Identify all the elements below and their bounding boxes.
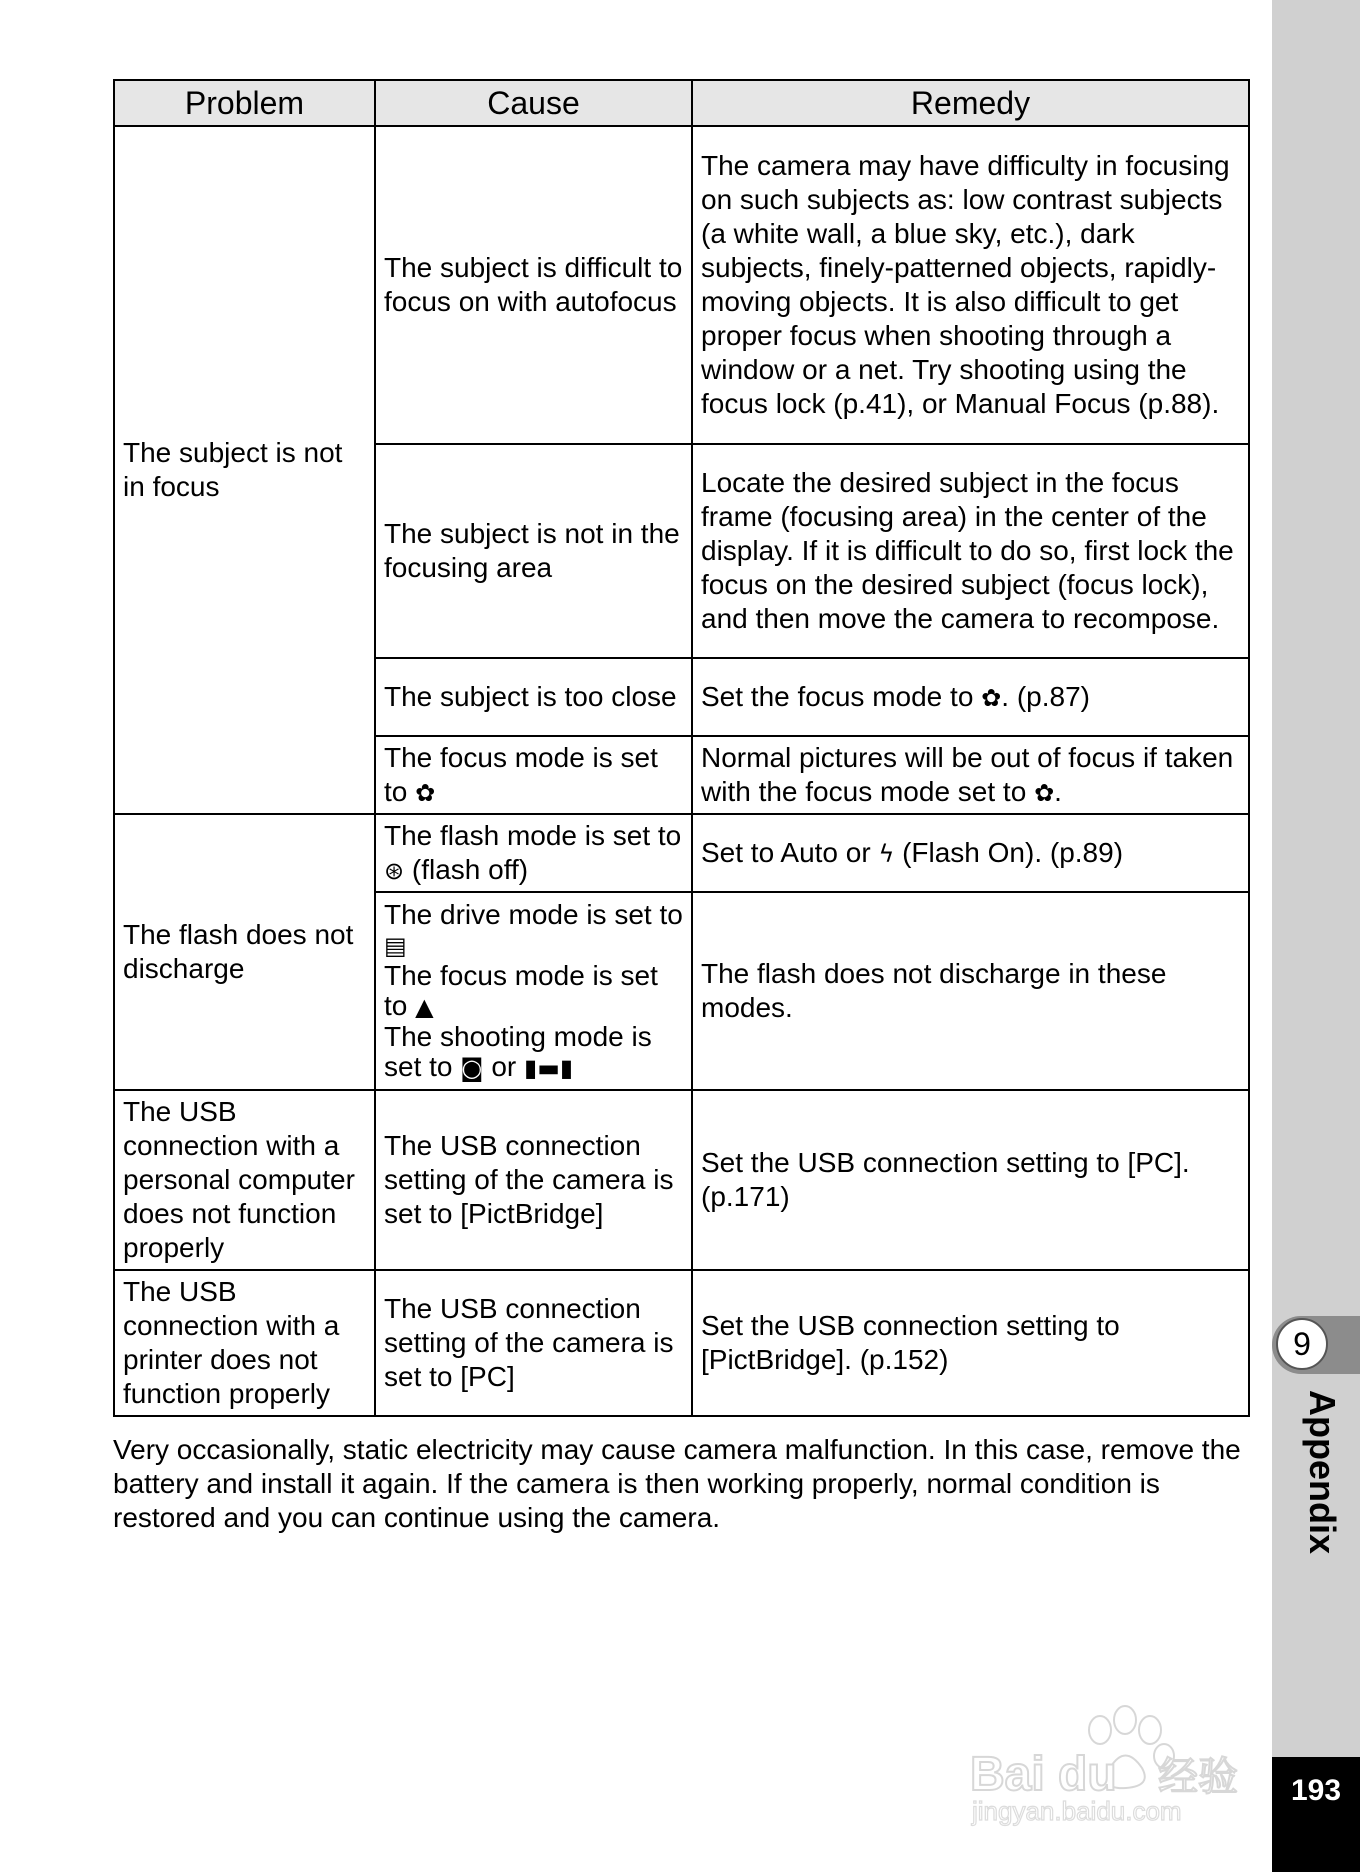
cause-cell: The subject is too close xyxy=(375,658,692,736)
static-electricity-note: Very occasionally, static electricity may cause camera malfunction. In this case, remove the battery and install it again. If the camera is then working properly, normal condition is restored and you can continue using the camera. xyxy=(113,1434,1241,1533)
flash-off-icon: ⊛ xyxy=(384,856,405,885)
cause-line xyxy=(384,961,685,1022)
remedy-text: . xyxy=(1054,775,1062,807)
watermark-brand-cn: 经验 xyxy=(1158,1754,1238,1800)
header-cause: Cause xyxy=(375,80,692,126)
cause-text: The flash mode is set to xyxy=(384,819,682,851)
cause-cell: The subject is not in the focusing area xyxy=(375,444,692,658)
cause-text: or xyxy=(483,1050,525,1082)
cause-text: The shooting mode is set to xyxy=(384,1020,652,1082)
remedy-text: (Flash On). (p.89) xyxy=(894,836,1124,868)
page-number: 193 xyxy=(1272,1757,1360,1872)
macro-icon: ✿ xyxy=(981,683,1002,712)
cause-cell: The subject is difficult to focus on with autofocus xyxy=(375,126,692,444)
cause-text: The focus mode is set to xyxy=(384,959,658,1021)
cause-cell xyxy=(375,736,692,814)
watermark-url: jingyan.baidu.com xyxy=(972,1796,1182,1826)
table-row xyxy=(114,126,1249,444)
watermark-brand: Bai du xyxy=(970,1748,1117,1801)
watermark-graphic xyxy=(960,1668,1270,1828)
problem-cell: The flash does not discharge xyxy=(114,814,375,1090)
problem-cell: The USB connection with a personal computer does not function properly xyxy=(114,1090,375,1270)
cause-cell xyxy=(375,892,692,1090)
remedy-text: . (p.87) xyxy=(1001,680,1090,712)
remedy-cell: The camera may have difficulty in focusing on such subjects as: low contrast subjects (a white wall, a blue sky, etc.), dark subjects, finely-patterned objects, rapidly-moving objects. It is also difficult to get proper focus when shooting through a window or a net. Try shooting using the focus lock (p.41), or Manual Focus (p.88). xyxy=(692,126,1249,444)
cause-text: (flash off) xyxy=(404,853,529,885)
header-problem: Problem xyxy=(114,80,375,126)
table-row xyxy=(114,1270,1249,1416)
remedy-cell: Locate the desired subject in the focus frame (focusing area) in the center of the display. If it is difficult to do so, first lock the focus on the desired subject (focus lock), and then move the camera to recompose. xyxy=(692,444,1249,658)
remedy-cell: Set the USB connection setting to [PictBridge]. (p.152) xyxy=(692,1270,1249,1416)
remedy-cell xyxy=(692,658,1249,736)
landscape-icon: ▲ xyxy=(415,992,434,1021)
chapter-sidebar xyxy=(1272,0,1360,1872)
cause-line xyxy=(384,1022,685,1083)
remedy-cell: The flash does not discharge in these modes. xyxy=(692,892,1249,1090)
remedy-text: Set to Auto or xyxy=(701,836,879,868)
chapter-title xyxy=(1296,1390,1348,1570)
header-remedy: Remedy xyxy=(692,80,1249,126)
problem-cell: The USB connection with a printer does not function properly xyxy=(114,1270,375,1416)
table-header-row xyxy=(114,80,1249,126)
chapter-title-text: Appendix xyxy=(1302,1390,1343,1555)
cause-text: The drive mode is set to xyxy=(384,898,683,930)
remedy-cell xyxy=(692,814,1249,892)
movie-icon: ◙ xyxy=(460,1053,484,1082)
macro-icon: ✿ xyxy=(415,778,436,807)
macro-icon: ✿ xyxy=(1034,778,1055,807)
chapter-number: 9 xyxy=(1276,1318,1328,1370)
continuous-shooting-icon: ▤ xyxy=(384,931,407,960)
cause-cell: The USB connection setting of the camera is set to [PC] xyxy=(375,1270,692,1416)
flash-on-icon: ϟ xyxy=(878,839,895,868)
cause-text: The focus mode is set to xyxy=(384,741,658,807)
cause-cell xyxy=(375,814,692,892)
table-row xyxy=(114,1090,1249,1270)
cause-line xyxy=(384,900,685,961)
remedy-text: Normal pictures will be out of focus if taken with the focus mode set to xyxy=(701,741,1234,807)
troubleshooting-table xyxy=(113,79,1250,1417)
cause-cell: The USB connection setting of the camera is set to [PictBridge] xyxy=(375,1090,692,1270)
problem-cell: The subject is not in focus xyxy=(114,126,375,814)
remedy-cell: Set the USB connection setting to [PC]. (p.171) xyxy=(692,1090,1249,1270)
table-row xyxy=(114,814,1249,892)
baidu-watermark xyxy=(960,1668,1270,1828)
panorama-icon: ▮▬▮ xyxy=(524,1053,574,1082)
remedy-cell xyxy=(692,736,1249,814)
remedy-text: Set the focus mode to xyxy=(701,680,982,712)
